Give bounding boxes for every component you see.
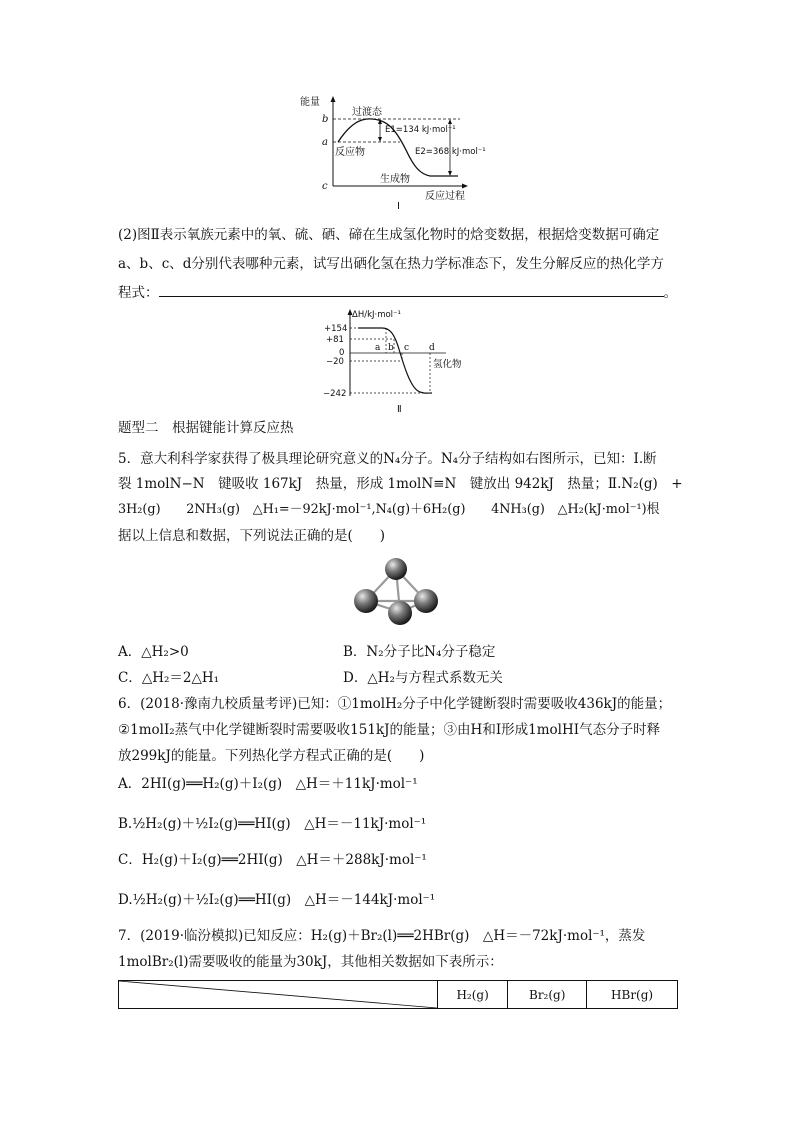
product-label: 生成物 — [380, 174, 410, 185]
transition-label: 过渡态 — [352, 107, 382, 118]
table-header-h2: H₂(g) — [438, 981, 508, 1009]
q7-line-1: 7．(2019·临汾模拟)已知反应：H₂(g)＋Br₂(l)══2HBr(g) △H＝－72kJ·mol⁻¹，蒸发 — [118, 928, 646, 944]
q6-line-3: 放299kJ的能量。下列热化学方程式正确的是( ) — [118, 748, 425, 764]
x-axis-label: 氢化物 — [433, 359, 462, 370]
q2-line-2: a、b、c、d分别代表哪种元素，试写出硒化氢在热力学标准态下，发生分解反应的热化学方 — [118, 256, 664, 272]
q2-line-3 — [118, 283, 677, 303]
n4-molecule-figure — [350, 556, 442, 628]
q6-line-1: 6．(2018·豫南九校质量考评)已知：①1molH₂分子中化学键断裂时需要吸收436kJ的能量； — [118, 696, 672, 712]
figure1-caption: Ⅰ — [397, 201, 400, 210]
energy-diagram — [300, 92, 500, 210]
q5-line-3: 3H₂(g) 2NH₃(g) △H₁=－92kJ·mol⁻¹,N₄(g)＋6H₂(g) 4NH₃(g) △H₂(kJ·mol⁻¹)根 — [118, 502, 660, 517]
q5-option-c[interactable]: C．△H₂＝2△H₁ — [118, 670, 220, 686]
point-c: c — [404, 343, 410, 353]
section-title: 题型二 根据键能计算反应热 — [118, 420, 294, 436]
q5-option-d[interactable]: D．△H₂与方程式系数无关 — [343, 670, 503, 686]
y-axis-label: ΔH/kJ·mol⁻¹ — [352, 310, 401, 320]
enthalpy-diagram — [318, 306, 478, 418]
q6-option-a[interactable]: A．2HI(g)══H₂(g)＋I₂(g) △H＝＋11kJ·mol⁻¹ — [118, 776, 418, 792]
q5-line-2: 裂 1molN−N 键吸收 167kJ 热量，形成 1molN≡N 键放出 942kJ 热量；Ⅱ.N₂(g) + — [118, 476, 683, 492]
tick-c: c — [322, 181, 328, 192]
y-axis-label: 能量 — [300, 97, 320, 108]
e2-label: E2=368 kJ·mol⁻¹ — [415, 147, 486, 157]
e1-label: E1=134 kJ·mol⁻¹ — [385, 125, 456, 135]
answer-blank[interactable] — [159, 284, 664, 297]
q6-option-b[interactable]: B.½H₂(g)＋½I₂(g)══HI(g) △H＝－11kJ·mol⁻¹ — [118, 816, 427, 832]
table-diagonal-cell — [119, 981, 438, 1009]
q5-line-4: 据以上信息和数据，下列说法正确的是( ) — [118, 528, 386, 544]
tick-a: a — [322, 137, 328, 148]
table-row — [119, 981, 678, 1009]
q6-option-c[interactable]: C．H₂(g)＋I₂(g)══2HI(g) △H＝＋288kJ·mol⁻¹ — [118, 852, 427, 868]
q5-option-b[interactable]: B．N₂分子比N₄分子稳定 — [343, 644, 496, 660]
q5-option-a[interactable]: A．△H₂>0 — [118, 644, 189, 660]
q7-line-2: 1molBr₂(l)需要吸收的能量为30kJ，其他相关数据如下表所示： — [118, 954, 503, 970]
q5-line-1: 5．意大利科学家获得了极具理论研究意义的N₄分子。N₄分子结构如右图所示，已知：Ⅰ.断 — [118, 451, 657, 467]
table-header-hbr: HBr(g) — [587, 981, 678, 1009]
x-axis-label: 反应过程 — [425, 191, 465, 202]
tick-minus-20: −20 — [326, 357, 344, 367]
figure2-caption: Ⅱ — [397, 404, 402, 415]
reactant-label: 反应物 — [335, 147, 365, 158]
q2-suffix: 。 — [663, 285, 677, 301]
point-d: d — [429, 343, 435, 353]
q2-line-1: (2)图Ⅱ表示氧族元素中的氧、硫、硒、碲在生成氢化物时的焓变数据，根据焓变数据可确定 — [118, 227, 660, 243]
data-table — [118, 980, 678, 1009]
enthalpy-curve — [358, 328, 432, 393]
q6-line-2: ②1molI₂蒸气中化学键断裂时需要吸收151kJ的能量；③由H和I形成1molHI气态分子时释 — [118, 722, 661, 738]
q2-prefix: 程式： — [118, 285, 159, 301]
diagonal-line — [119, 981, 437, 1008]
point-a: a — [375, 343, 381, 353]
tick-zero: 0 — [339, 348, 345, 358]
tick-plus-81: +81 — [326, 335, 344, 345]
table-header-br2: Br₂(g) — [508, 981, 587, 1009]
tick-plus-154: +154 — [324, 324, 348, 334]
q6-option-d[interactable]: D.½H₂(g)＋½I₂(g)══HI(g) △H＝－144kJ·mol⁻¹ — [118, 892, 436, 908]
point-b: b — [388, 343, 394, 353]
tick-b: b — [322, 114, 329, 125]
tick-minus-242: −242 — [323, 389, 347, 399]
